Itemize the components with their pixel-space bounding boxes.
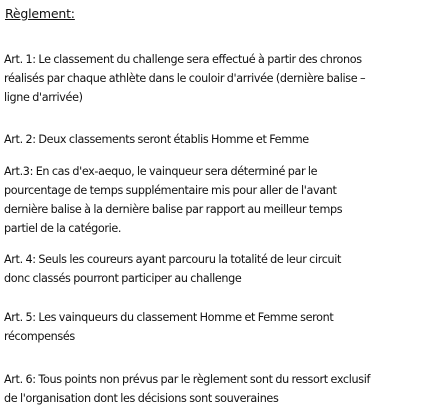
article-line: Art. 2: Deux classements seront établis Homme et Femme — [4, 133, 309, 146]
article-line: de l'organisation dont les décisions sont souveraines — [4, 392, 279, 405]
page-title: Règlement: — [5, 6, 75, 21]
article-line: réalisés par chaque athlète dans le couloir d'arrivée (dernière balise – — [4, 72, 366, 85]
article-line: récompensés — [4, 330, 75, 343]
article-1 — [4, 50, 428, 107]
article-line: Art. 1: Le classement du challenge sera effectué à partir des chronos — [4, 53, 362, 66]
article-line: pourcentage de temps supplémentaire mis pour aller de l'avant — [4, 184, 337, 197]
article-4 — [4, 250, 428, 288]
article-6 — [4, 370, 428, 408]
article-2 — [4, 130, 428, 149]
article-line: Art. 4: Seuls les coureurs ayant parcouru la totalité de leur circuit — [4, 253, 342, 266]
article-5 — [4, 308, 428, 346]
article-line: Art. 5: Les vainqueurs du classement Homme et Femme seront — [4, 311, 334, 324]
article-line: dernière balise à la dernière balise par rapport au meilleur temps — [4, 203, 343, 216]
article-line: ligne d'arrivée) — [4, 91, 83, 104]
article-line: Art. 6: Tous points non prévus par le règlement sont du ressort exclusif — [4, 373, 371, 386]
article-line: Art.3: En cas d'ex-aequo, le vainqueur sera déterminé par le — [4, 165, 318, 178]
article-3 — [4, 162, 428, 238]
article-line: partiel de la catégorie. — [4, 222, 122, 235]
article-line: donc classés pourront participer au challenge — [4, 272, 242, 285]
